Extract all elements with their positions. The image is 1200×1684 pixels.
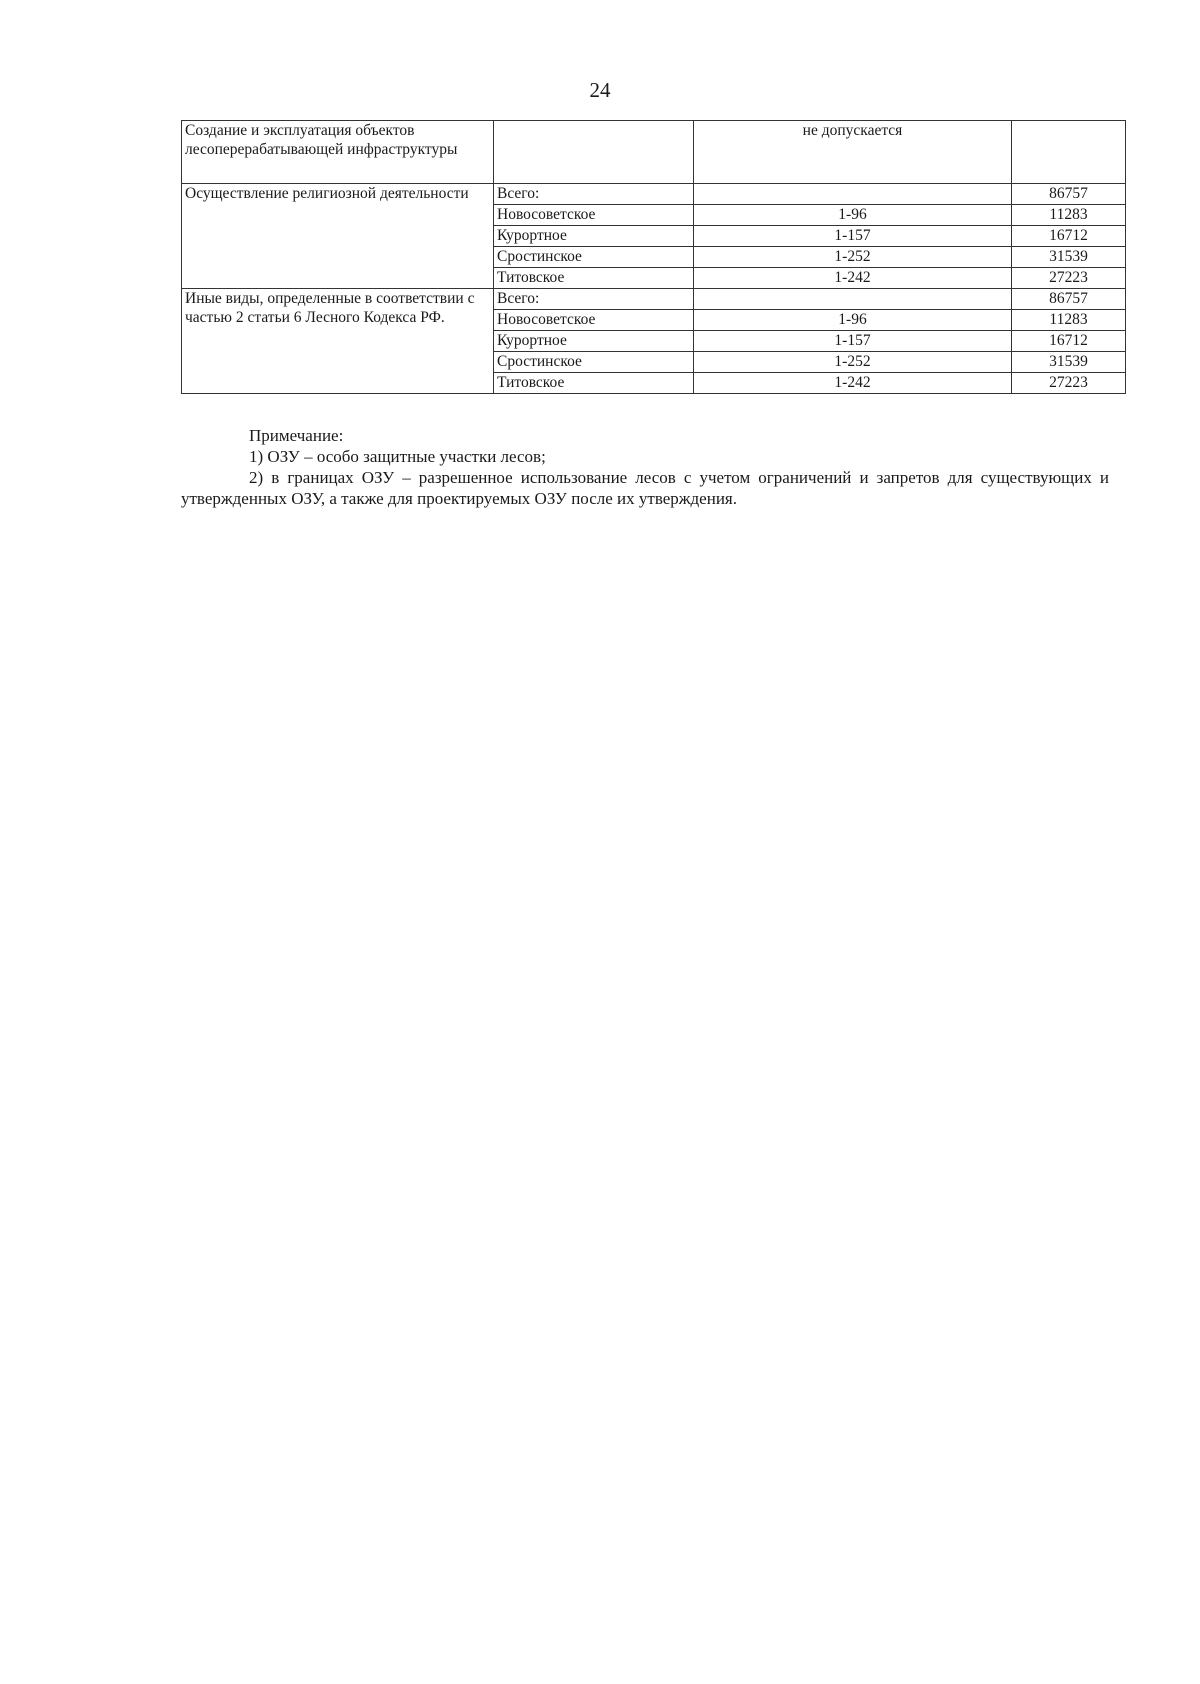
quarter-cell: 1-242	[694, 373, 1012, 394]
activity-cell: Иные виды, определенные в соответствии с частью 2 статьи 6 Лесного Кодекса РФ.	[182, 289, 494, 394]
value-cell: 27223	[1012, 268, 1126, 289]
table-row	[182, 121, 1126, 184]
area-cell	[494, 121, 694, 184]
quarter-cell	[694, 184, 1012, 205]
quarter-cell: 1-252	[694, 247, 1012, 268]
quarter-cell: 1-157	[694, 331, 1012, 352]
quarter-cell: не допускается	[694, 121, 1012, 184]
area-cell: Курортное	[494, 226, 694, 247]
area-cell: Сростинское	[494, 247, 694, 268]
area-cell: Всего:	[494, 184, 694, 205]
table-row	[182, 289, 1126, 310]
value-cell: 31539	[1012, 352, 1126, 373]
area-cell: Сростинское	[494, 352, 694, 373]
forest-use-table	[181, 120, 1126, 394]
value-cell: 16712	[1012, 226, 1126, 247]
quarter-cell: 1-252	[694, 352, 1012, 373]
area-cell: Курортное	[494, 331, 694, 352]
quarter-cell: 1-242	[694, 268, 1012, 289]
activity-cell: Создание и эксплуатация объектов лесоперерабатывающей инфраструктуры	[182, 121, 494, 184]
value-cell: 16712	[1012, 331, 1126, 352]
value-cell	[1012, 121, 1126, 184]
area-cell: Титовское	[494, 373, 694, 394]
value-cell: 86757	[1012, 289, 1126, 310]
value-cell: 11283	[1012, 205, 1126, 226]
value-cell: 27223	[1012, 373, 1126, 394]
notes-section	[181, 425, 1109, 509]
value-cell: 86757	[1012, 184, 1126, 205]
quarter-cell: 1-96	[694, 310, 1012, 331]
area-cell: Новосоветское	[494, 205, 694, 226]
table-row	[182, 184, 1126, 205]
value-cell: 31539	[1012, 247, 1126, 268]
quarter-cell	[694, 289, 1012, 310]
note-item: 1) ОЗУ – особо защитные участки лесов;	[249, 447, 546, 466]
notes-title: Примечание:	[249, 426, 344, 445]
area-cell: Всего:	[494, 289, 694, 310]
quarter-cell: 1-157	[694, 226, 1012, 247]
note-item: 2) в границах ОЗУ – разрешенное использование лесов с учетом ограничений и запретов для существующих и утвержденных ОЗУ, а также для проектируемых ОЗУ после их утверждения.	[181, 468, 1109, 508]
area-cell: Новосоветское	[494, 310, 694, 331]
area-cell: Титовское	[494, 268, 694, 289]
quarter-cell: 1-96	[694, 205, 1012, 226]
value-cell: 11283	[1012, 310, 1126, 331]
page-number: 24	[589, 78, 611, 102]
activity-cell: Осуществление религиозной деятельности	[182, 184, 494, 289]
